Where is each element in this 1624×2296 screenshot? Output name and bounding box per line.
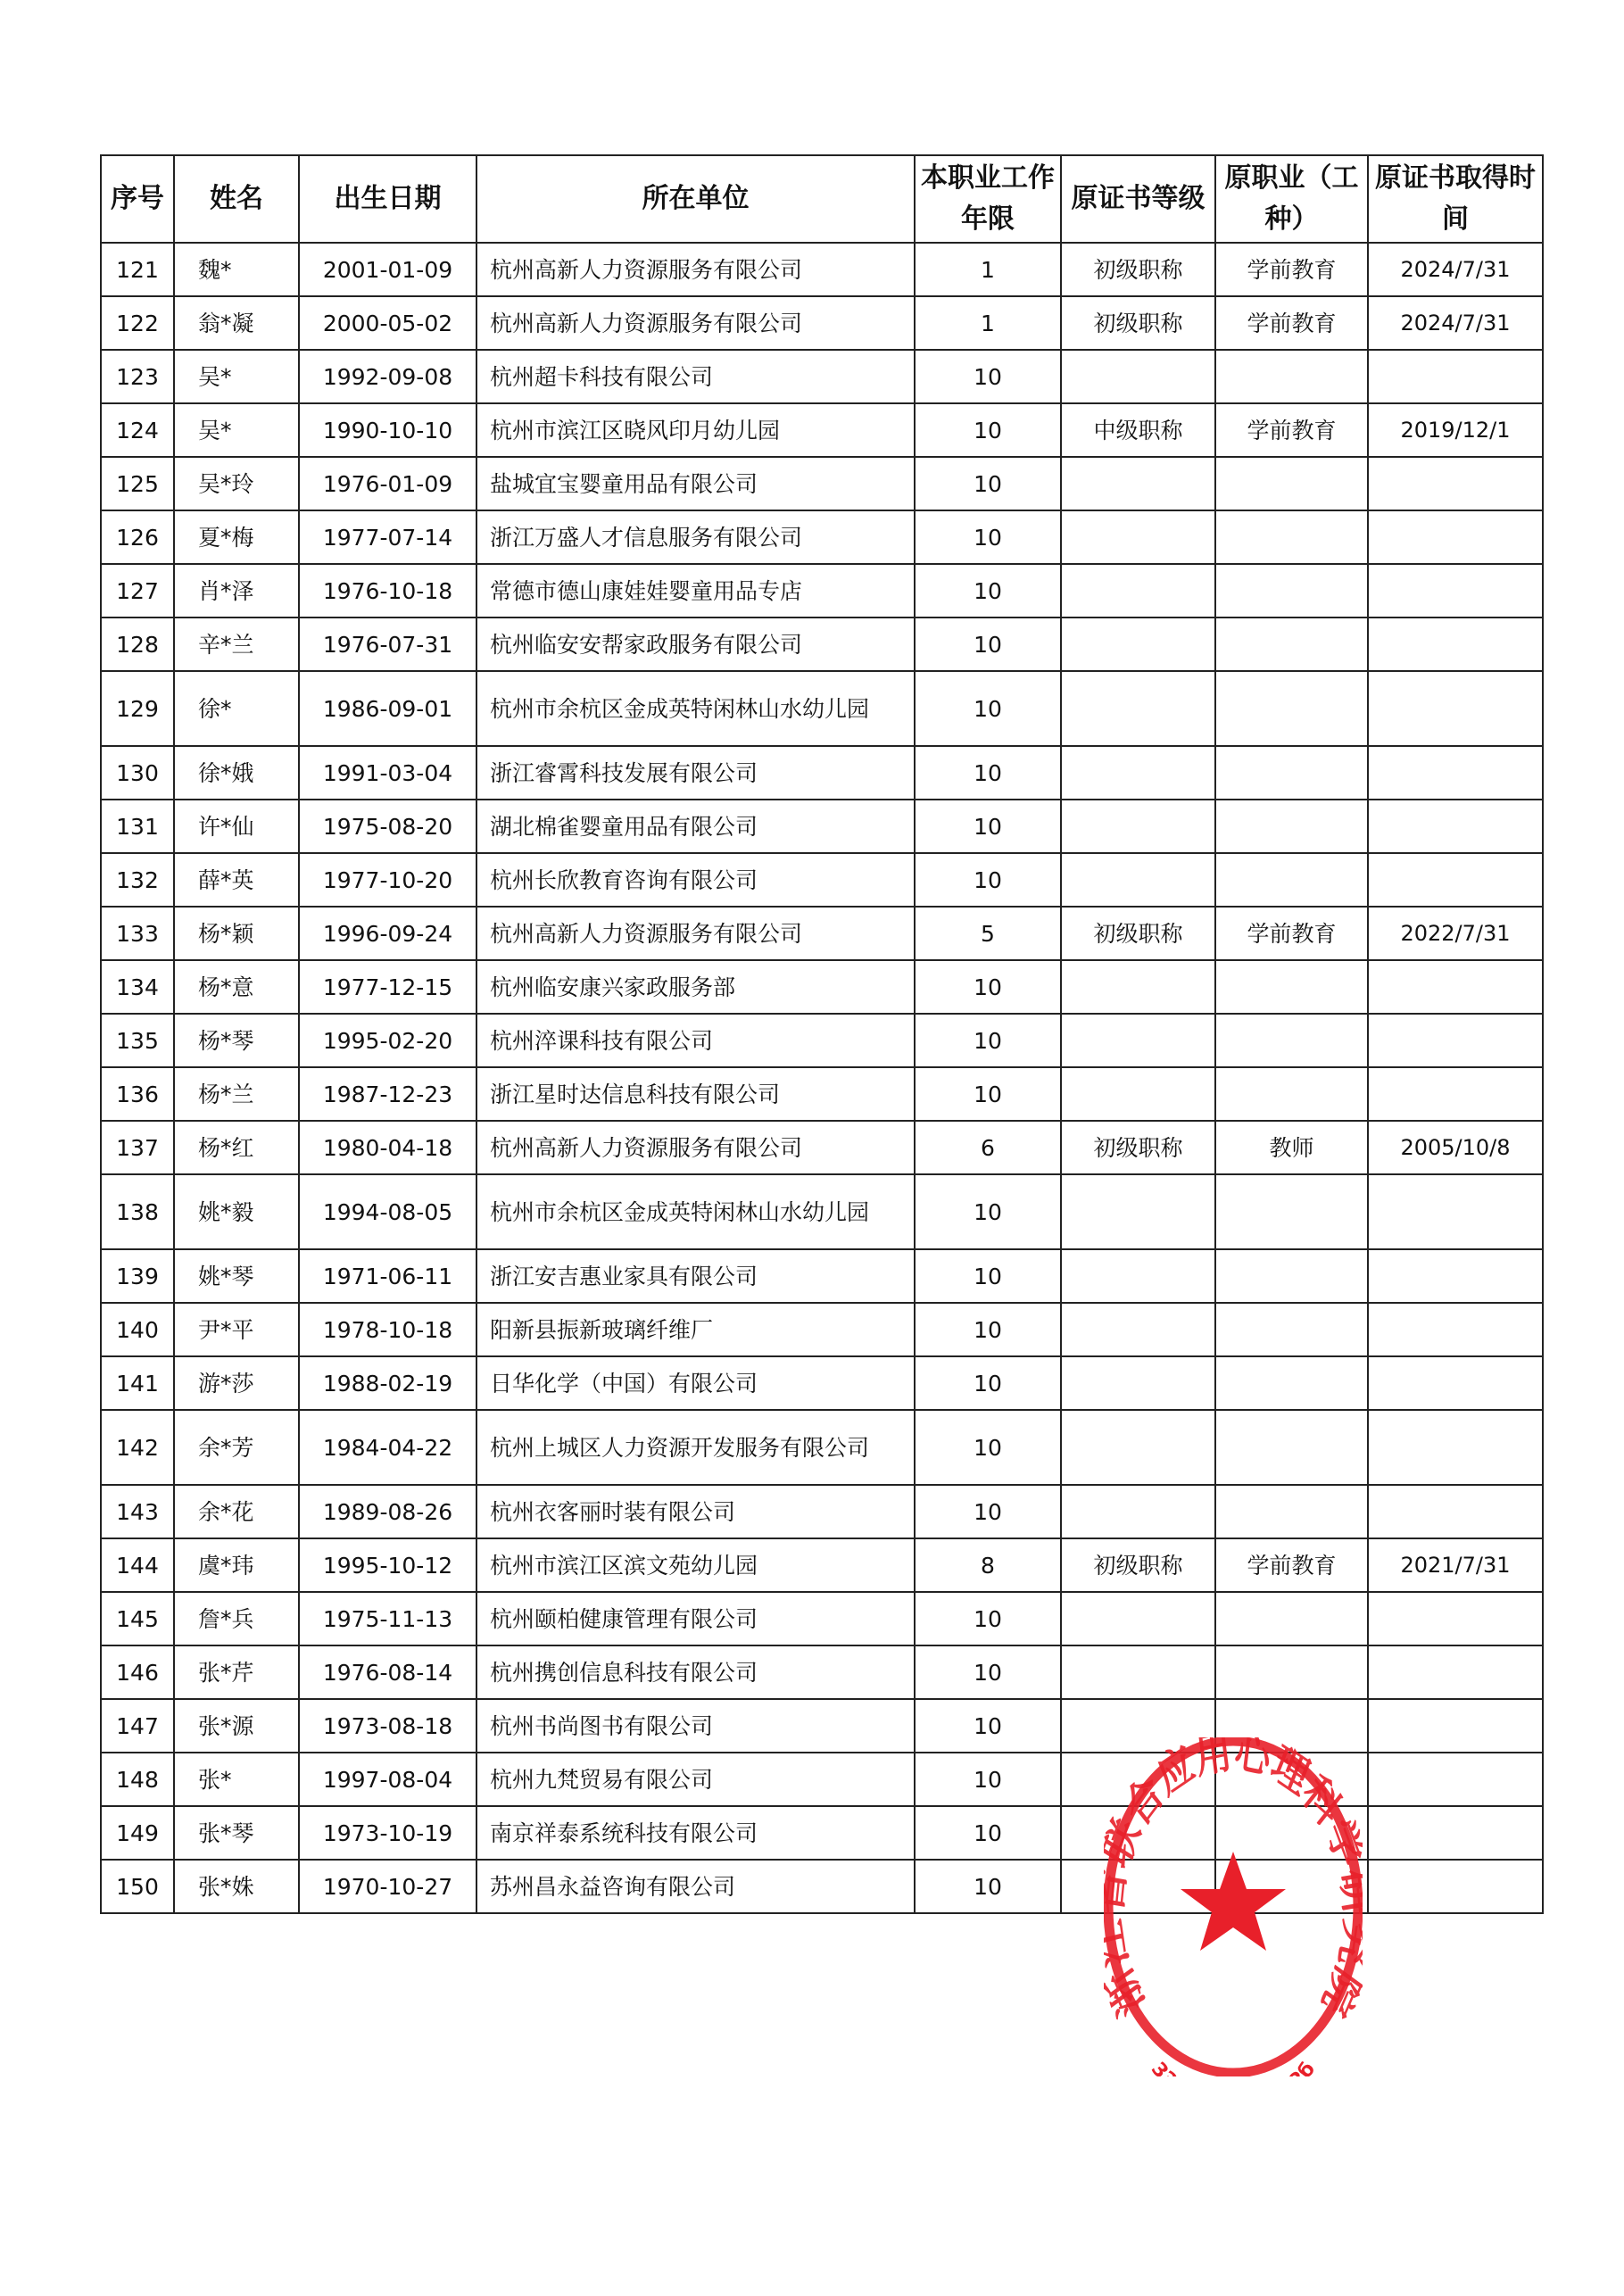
- cell-years: 10: [915, 510, 1061, 564]
- cell-no: 130: [101, 746, 174, 800]
- header-dob: 出生日期: [299, 155, 476, 243]
- table-row: [101, 1592, 1543, 1645]
- table-row: [101, 243, 1543, 296]
- cell-date: [1368, 1410, 1543, 1485]
- table-row: [101, 853, 1543, 907]
- cell-unit: 杭州淬课科技有限公司: [476, 1014, 915, 1067]
- cell-grade: [1061, 1014, 1215, 1067]
- cell-name: 杨*琴: [174, 1014, 299, 1067]
- cell-date: 2022/7/31: [1368, 907, 1543, 960]
- cell-no: 126: [101, 510, 174, 564]
- personnel-table: [100, 154, 1544, 1914]
- table-row: [101, 1249, 1543, 1303]
- cell-job: [1215, 1485, 1368, 1538]
- cell-unit: 湖北棉雀婴童用品有限公司: [476, 800, 915, 853]
- cell-date: [1368, 1249, 1543, 1303]
- cell-name: 肖*泽: [174, 564, 299, 618]
- cell-dob: 1977-07-14: [299, 510, 476, 564]
- cell-dob: 1976-08-14: [299, 1645, 476, 1699]
- cell-job: 学前教育: [1215, 296, 1368, 350]
- cell-grade: 初级职称: [1061, 1538, 1215, 1592]
- cell-years: 10: [915, 457, 1061, 510]
- cell-name: 张*: [174, 1753, 299, 1806]
- cell-job: [1215, 1356, 1368, 1410]
- header-grade: 原证书等级: [1061, 155, 1215, 243]
- table-row: [101, 960, 1543, 1014]
- cell-job: [1215, 1174, 1368, 1249]
- cell-grade: 初级职称: [1061, 1121, 1215, 1174]
- cell-dob: 1977-10-20: [299, 853, 476, 907]
- cell-job: [1215, 1645, 1368, 1699]
- cell-unit: 浙江睿霄科技发展有限公司: [476, 746, 915, 800]
- cell-job: [1215, 618, 1368, 671]
- table-row: [101, 1303, 1543, 1356]
- official-seal: [1104, 1737, 1363, 2076]
- cell-years: 10: [915, 1592, 1061, 1645]
- cell-dob: 1973-10-19: [299, 1806, 476, 1860]
- cell-grade: [1061, 1174, 1215, 1249]
- cell-unit: 杭州高新人力资源服务有限公司: [476, 907, 915, 960]
- cell-job: [1215, 1410, 1368, 1485]
- cell-years: 10: [915, 746, 1061, 800]
- cell-unit: 盐城宜宝婴童用品有限公司: [476, 457, 915, 510]
- cell-job: [1215, 510, 1368, 564]
- cell-name: 徐*: [174, 671, 299, 746]
- cell-dob: 1992-09-08: [299, 350, 476, 403]
- cell-dob: 1994-08-05: [299, 1174, 476, 1249]
- cell-years: 10: [915, 1860, 1061, 1913]
- cell-name: 杨*意: [174, 960, 299, 1014]
- cell-date: [1368, 1067, 1543, 1121]
- cell-years: 10: [915, 350, 1061, 403]
- cell-unit: 杭州颐柏健康管理有限公司: [476, 1592, 915, 1645]
- table-row: [101, 564, 1543, 618]
- table-row: [101, 1485, 1543, 1538]
- cell-grade: 初级职称: [1061, 243, 1215, 296]
- cell-name: 翁*凝: [174, 296, 299, 350]
- cell-job: [1215, 1014, 1368, 1067]
- cell-unit: 杭州市滨江区晓风印月幼儿园: [476, 403, 915, 457]
- cell-unit: 杭州九梵贸易有限公司: [476, 1753, 915, 1806]
- cell-unit: 常德市德山康娃娃婴童用品专店: [476, 564, 915, 618]
- table-row: [101, 800, 1543, 853]
- cell-date: 2021/7/31: [1368, 1538, 1543, 1592]
- cell-years: 1: [915, 296, 1061, 350]
- cell-grade: [1061, 350, 1215, 403]
- table-row: [101, 1121, 1543, 1174]
- cell-job: [1215, 1249, 1368, 1303]
- cell-date: [1368, 1356, 1543, 1410]
- cell-dob: 1978-10-18: [299, 1303, 476, 1356]
- cell-name: 吴*: [174, 403, 299, 457]
- cell-date: [1368, 1860, 1543, 1913]
- cell-job: [1215, 746, 1368, 800]
- cell-years: 10: [915, 1410, 1061, 1485]
- cell-grade: [1061, 1067, 1215, 1121]
- cell-unit: 阳新县振新玻璃纤维厂: [476, 1303, 915, 1356]
- cell-unit: 杭州高新人力资源服务有限公司: [476, 243, 915, 296]
- seal-org-text: 合应用心理科: [1116, 1737, 1350, 1836]
- table-row: [101, 1410, 1543, 1485]
- cell-dob: 1988-02-19: [299, 1356, 476, 1410]
- table-body: [101, 243, 1543, 1913]
- cell-date: [1368, 510, 1543, 564]
- cell-years: 10: [915, 1067, 1061, 1121]
- cell-job: [1215, 671, 1368, 746]
- cell-date: 2005/10/8: [1368, 1121, 1543, 1174]
- cell-years: 10: [915, 618, 1061, 671]
- cell-date: [1368, 1645, 1543, 1699]
- cell-date: [1368, 1303, 1543, 1356]
- header-name: 姓名: [174, 155, 299, 243]
- cell-name: 薛*英: [174, 853, 299, 907]
- table-row: [101, 1645, 1543, 1699]
- table-row: [101, 350, 1543, 403]
- cell-date: [1368, 1806, 1543, 1860]
- cell-date: [1368, 853, 1543, 907]
- cell-name: 许*仙: [174, 800, 299, 853]
- header-no: 序号: [101, 155, 174, 243]
- cell-unit: 杭州市余杭区金成英特闲林山水幼儿园: [476, 671, 915, 746]
- cell-grade: [1061, 853, 1215, 907]
- cell-years: 10: [915, 1806, 1061, 1860]
- cell-name: 杨*兰: [174, 1067, 299, 1121]
- cell-no: 138: [101, 1174, 174, 1249]
- table-row: [101, 907, 1543, 960]
- cell-job: [1215, 350, 1368, 403]
- cell-name: 詹*兵: [174, 1592, 299, 1645]
- cell-name: 张*琴: [174, 1806, 299, 1860]
- table-row: [101, 671, 1543, 746]
- cell-no: 150: [101, 1860, 174, 1913]
- cell-date: [1368, 671, 1543, 746]
- cell-unit: 杭州市余杭区金成英特闲林山水幼儿园: [476, 1174, 915, 1249]
- cell-dob: 1976-01-09: [299, 457, 476, 510]
- table-row: [101, 1014, 1543, 1067]
- cell-grade: [1061, 1485, 1215, 1538]
- cell-name: 余*花: [174, 1485, 299, 1538]
- cell-job: 学前教育: [1215, 403, 1368, 457]
- cell-name: 尹*平: [174, 1303, 299, 1356]
- cell-job: 学前教育: [1215, 243, 1368, 296]
- cell-grade: [1061, 1410, 1215, 1485]
- cell-date: [1368, 457, 1543, 510]
- cell-date: [1368, 1485, 1543, 1538]
- header-unit: 所在单位: [476, 155, 915, 243]
- cell-dob: 1989-08-26: [299, 1485, 476, 1538]
- cell-years: 5: [915, 907, 1061, 960]
- table-row: [101, 1356, 1543, 1410]
- cell-grade: 初级职称: [1061, 907, 1215, 960]
- cell-grade: [1061, 618, 1215, 671]
- cell-grade: [1061, 1356, 1215, 1410]
- cell-unit: 杭州高新人力资源服务有限公司: [476, 296, 915, 350]
- table-header-row: [101, 155, 1543, 243]
- cell-name: 杨*红: [174, 1121, 299, 1174]
- cell-date: [1368, 1753, 1543, 1806]
- cell-no: 134: [101, 960, 174, 1014]
- cell-years: 10: [915, 1356, 1061, 1410]
- cell-dob: 1970-10-27: [299, 1860, 476, 1913]
- cell-years: 6: [915, 1121, 1061, 1174]
- cell-job: [1215, 1303, 1368, 1356]
- cell-years: 10: [915, 853, 1061, 907]
- cell-job: [1215, 800, 1368, 853]
- cell-name: 张*姝: [174, 1860, 299, 1913]
- cell-date: [1368, 1699, 1543, 1753]
- cell-dob: 1977-12-15: [299, 960, 476, 1014]
- cell-name: 姚*琴: [174, 1249, 299, 1303]
- cell-job: [1215, 1592, 1368, 1645]
- table-row: [101, 510, 1543, 564]
- cell-dob: 1997-08-04: [299, 1753, 476, 1806]
- cell-years: 1: [915, 243, 1061, 296]
- cell-years: 10: [915, 1174, 1061, 1249]
- cell-job: [1215, 457, 1368, 510]
- cell-date: [1368, 564, 1543, 618]
- cell-unit: 苏州昌永益咨询有限公司: [476, 1860, 915, 1913]
- cell-grade: [1061, 457, 1215, 510]
- cell-no: 128: [101, 618, 174, 671]
- cell-unit: 杭州临安康兴家政服务部: [476, 960, 915, 1014]
- cell-no: 148: [101, 1753, 174, 1806]
- cell-no: 129: [101, 671, 174, 746]
- cell-dob: 1975-08-20: [299, 800, 476, 853]
- cell-job: [1215, 1067, 1368, 1121]
- cell-name: 夏*梅: [174, 510, 299, 564]
- cell-job: [1215, 564, 1368, 618]
- cell-name: 魏*: [174, 243, 299, 296]
- cell-no: 149: [101, 1806, 174, 1860]
- cell-no: 147: [101, 1699, 174, 1753]
- cell-dob: 1973-08-18: [299, 1699, 476, 1753]
- cell-years: 10: [915, 1753, 1061, 1806]
- cell-grade: [1061, 746, 1215, 800]
- cell-name: 徐*娥: [174, 746, 299, 800]
- header-years: 本职业工作年限: [915, 155, 1061, 243]
- cell-unit: 南京祥泰系统科技有限公司: [476, 1806, 915, 1860]
- cell-name: 张*芹: [174, 1645, 299, 1699]
- cell-unit: 杭州书尚图书有限公司: [476, 1699, 915, 1753]
- cell-unit: 杭州携创信息科技有限公司: [476, 1645, 915, 1699]
- cell-grade: [1061, 671, 1215, 746]
- cell-no: 136: [101, 1067, 174, 1121]
- cell-no: 124: [101, 403, 174, 457]
- cell-no: 131: [101, 800, 174, 853]
- cell-grade: [1061, 564, 1215, 618]
- cell-no: 122: [101, 296, 174, 350]
- cell-years: 10: [915, 671, 1061, 746]
- cell-dob: 1991-03-04: [299, 746, 476, 800]
- cell-dob: 1980-04-18: [299, 1121, 476, 1174]
- cell-dob: 1975-11-13: [299, 1592, 476, 1645]
- cell-years: 10: [915, 1014, 1061, 1067]
- table-row: [101, 746, 1543, 800]
- cell-unit: 杭州衣客丽时装有限公司: [476, 1485, 915, 1538]
- cell-date: [1368, 1174, 1543, 1249]
- cell-years: 10: [915, 1645, 1061, 1699]
- cell-no: 135: [101, 1014, 174, 1067]
- cell-unit: 杭州超卡科技有限公司: [476, 350, 915, 403]
- cell-unit: 浙江万盛人才信息服务有限公司: [476, 510, 915, 564]
- seal-icon: [1104, 1737, 1363, 2076]
- cell-dob: 1976-07-31: [299, 618, 476, 671]
- cell-years: 10: [915, 403, 1061, 457]
- cell-dob: 2000-05-02: [299, 296, 476, 350]
- cell-date: [1368, 746, 1543, 800]
- cell-unit: 杭州市滨江区滨文苑幼儿园: [476, 1538, 915, 1592]
- cell-date: [1368, 1014, 1543, 1067]
- cell-date: 2024/7/31: [1368, 296, 1543, 350]
- cell-dob: 1986-09-01: [299, 671, 476, 746]
- cell-no: 133: [101, 907, 174, 960]
- cell-dob: 1976-10-18: [299, 564, 476, 618]
- cell-grade: [1061, 510, 1215, 564]
- cell-date: 2024/7/31: [1368, 243, 1543, 296]
- cell-unit: 杭州上城区人力资源开发服务有限公司: [476, 1410, 915, 1485]
- cell-years: 8: [915, 1538, 1061, 1592]
- cell-no: 143: [101, 1485, 174, 1538]
- cell-date: [1368, 618, 1543, 671]
- cell-unit: 杭州长欣教育咨询有限公司: [476, 853, 915, 907]
- cell-no: 139: [101, 1249, 174, 1303]
- cell-years: 10: [915, 960, 1061, 1014]
- cell-date: [1368, 800, 1543, 853]
- cell-dob: 1971-06-11: [299, 1249, 476, 1303]
- cell-no: 145: [101, 1592, 174, 1645]
- cell-no: 144: [101, 1538, 174, 1592]
- cell-name: 游*莎: [174, 1356, 299, 1410]
- seal-code-text: 3 б: [1146, 2058, 1321, 2076]
- cell-grade: 初级职称: [1061, 296, 1215, 350]
- cell-grade: [1061, 1592, 1215, 1645]
- table-row: [101, 296, 1543, 350]
- cell-name: 姚*毅: [174, 1174, 299, 1249]
- cell-date: [1368, 1592, 1543, 1645]
- cell-name: 吴*玲: [174, 457, 299, 510]
- cell-no: 141: [101, 1356, 174, 1410]
- cell-no: 140: [101, 1303, 174, 1356]
- cell-unit: 杭州临安安帮家政服务有限公司: [476, 618, 915, 671]
- cell-no: 142: [101, 1410, 174, 1485]
- cell-dob: 1990-10-10: [299, 403, 476, 457]
- cell-no: 146: [101, 1645, 174, 1699]
- cell-years: 10: [915, 1485, 1061, 1538]
- cell-dob: 1995-02-20: [299, 1014, 476, 1067]
- header-job: 原职业（工种）: [1215, 155, 1368, 243]
- cell-unit: 日华化学（中国）有限公司: [476, 1356, 915, 1410]
- cell-grade: [1061, 1645, 1215, 1699]
- cell-job: [1215, 960, 1368, 1014]
- cell-job: 学前教育: [1215, 1538, 1368, 1592]
- cell-unit: 浙江安吉惠业家具有限公司: [476, 1249, 915, 1303]
- cell-name: 虞*玮: [174, 1538, 299, 1592]
- header-date: 原证书取得时间: [1368, 155, 1543, 243]
- cell-no: 127: [101, 564, 174, 618]
- table-row: [101, 1538, 1543, 1592]
- cell-name: 杨*颖: [174, 907, 299, 960]
- cell-years: 10: [915, 564, 1061, 618]
- cell-dob: 1984-04-22: [299, 1410, 476, 1485]
- cell-name: 余*芳: [174, 1410, 299, 1485]
- cell-no: 123: [101, 350, 174, 403]
- cell-name: 辛*兰: [174, 618, 299, 671]
- table-row: [101, 1067, 1543, 1121]
- seal-star-icon: [1181, 1852, 1286, 1951]
- cell-years: 10: [915, 1303, 1061, 1356]
- cell-date: 2019/12/1: [1368, 403, 1543, 457]
- table-row: [101, 1174, 1543, 1249]
- cell-years: 10: [915, 1699, 1061, 1753]
- cell-job: [1215, 853, 1368, 907]
- cell-grade: [1061, 1303, 1215, 1356]
- cell-dob: 2001-01-09: [299, 243, 476, 296]
- cell-no: 125: [101, 457, 174, 510]
- cell-dob: 1996-09-24: [299, 907, 476, 960]
- table-row: [101, 403, 1543, 457]
- cell-unit: 杭州高新人力资源服务有限公司: [476, 1121, 915, 1174]
- cell-no: 121: [101, 243, 174, 296]
- cell-unit: 浙江星时达信息科技有限公司: [476, 1067, 915, 1121]
- table-row: [101, 618, 1543, 671]
- cell-job: 教师: [1215, 1121, 1368, 1174]
- cell-name: 张*源: [174, 1699, 299, 1753]
- cell-dob: 1987-12-23: [299, 1067, 476, 1121]
- cell-grade: 中级职称: [1061, 403, 1215, 457]
- cell-date: [1368, 350, 1543, 403]
- cell-job: 学前教育: [1215, 907, 1368, 960]
- cell-name: 吴*: [174, 350, 299, 403]
- cell-grade: [1061, 960, 1215, 1014]
- cell-dob: 1995-10-12: [299, 1538, 476, 1592]
- cell-no: 132: [101, 853, 174, 907]
- cell-years: 10: [915, 800, 1061, 853]
- cell-grade: [1061, 1249, 1215, 1303]
- cell-no: 137: [101, 1121, 174, 1174]
- table-row: [101, 457, 1543, 510]
- cell-date: [1368, 960, 1543, 1014]
- cell-grade: [1061, 800, 1215, 853]
- cell-years: 10: [915, 1249, 1061, 1303]
